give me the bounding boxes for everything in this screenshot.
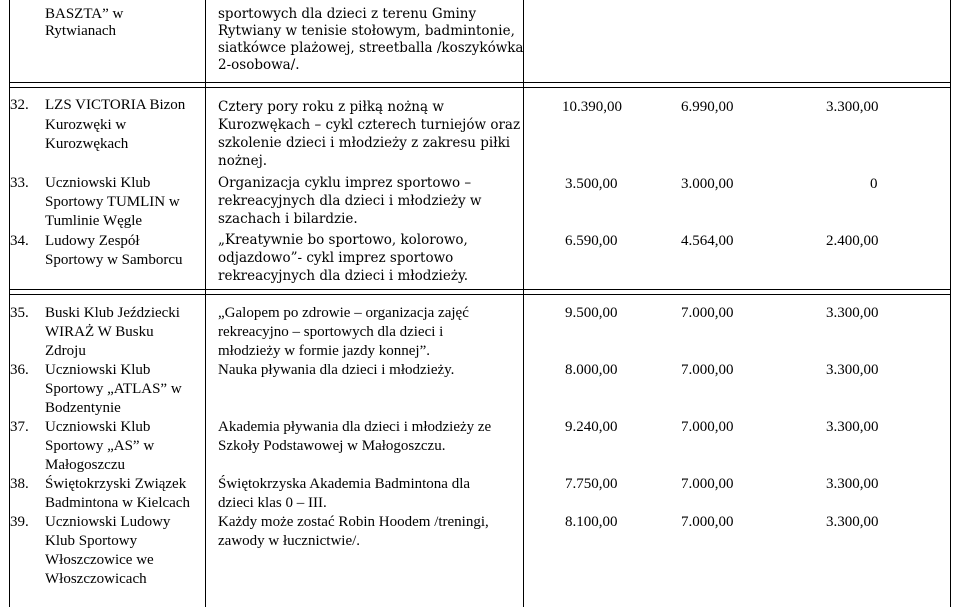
- org-line: Sportowy „ATLAS” w: [45, 381, 182, 397]
- desc-line: nożnej.: [218, 153, 268, 169]
- desc-line: zawody w łucznictwie/.: [218, 533, 361, 549]
- org-line: Klub Sportowy: [45, 533, 138, 549]
- org-line: Kurozwękach: [45, 136, 129, 152]
- org-line: Sportowy „AS” w: [45, 438, 155, 454]
- amount-total: 6.590,00: [565, 233, 618, 249]
- org-line: Sportowy w Samborcu: [45, 252, 183, 268]
- amount-granted: 3.300,00: [826, 476, 879, 492]
- row-number: 39.: [10, 514, 29, 530]
- desc-line: „Kreatywnie bo sportowo, kolorowo,: [218, 232, 468, 248]
- row-divider: [9, 87, 951, 88]
- desc-line: Szkoły Podstawowej w Małogoszczu.: [218, 438, 446, 454]
- org-line: Świętokrzyski Związek: [45, 476, 187, 492]
- amount-granted: 3.300,00: [826, 99, 879, 115]
- org-line: Sportowy TUMLIN w: [45, 194, 180, 210]
- amount-requested: 3.000,00: [681, 176, 734, 192]
- row-divider: [9, 294, 951, 295]
- org-line: Uczniowski Klub: [45, 362, 151, 378]
- amount-requested: 4.564,00: [681, 233, 734, 249]
- column-divider-desc: [523, 0, 524, 607]
- desc-line: Organizacja cyklu imprez sportowo –: [218, 175, 472, 191]
- org-line: Małogoszczu: [45, 457, 125, 473]
- org-line: Buski Klub Jeździecki: [45, 305, 180, 321]
- row-number: 34.: [10, 233, 29, 249]
- amount-requested: 7.000,00: [681, 476, 734, 492]
- desc-line: dzieci klas 0 – III.: [218, 495, 327, 511]
- desc-line: 2-osobowa/.: [218, 57, 300, 73]
- amount-requested: 6.990,00: [681, 99, 734, 115]
- org-line: Zdroju: [45, 343, 86, 359]
- org-line: Uczniowski Ludowy: [45, 514, 171, 530]
- row-divider: [9, 82, 951, 83]
- amount-granted: 2.400,00: [826, 233, 879, 249]
- org-line: Uczniowski Klub: [45, 419, 151, 435]
- desc-line: Akademia pływania dla dzieci i młodzieży ze: [218, 419, 492, 435]
- org-line: Tumlinie Węgle: [45, 213, 143, 229]
- desc-line: „Galopem po zdrowie – organizacja zajęć: [218, 305, 469, 321]
- amount-granted: 3.300,00: [826, 362, 879, 378]
- amount-total: 9.240,00: [565, 419, 618, 435]
- amount-total: 7.750,00: [565, 476, 618, 492]
- desc-line: sportowych dla dzieci z terenu Gminy: [218, 6, 477, 22]
- org-line: Włoszczowice we: [45, 552, 154, 568]
- desc-line: odjazdowo”- cykl imprez sportowo: [218, 250, 454, 266]
- org-line: Ludowy Zespół: [45, 233, 140, 249]
- org-line: LZS VICTORIA Bizon: [45, 97, 186, 113]
- desc-line: Cztery pory roku z piłką nożną w: [218, 99, 444, 115]
- desc-line: rekreacyjnych dla dzieci i młodzieży.: [218, 268, 469, 284]
- amount-requested: 7.000,00: [681, 305, 734, 321]
- table-border-right: [950, 0, 951, 607]
- amount-total: 3.500,00: [565, 176, 618, 192]
- desc-line: Świętokrzyska Akademia Badmintona dla: [218, 476, 471, 492]
- org-line: Badmintona w Kielcach: [45, 495, 190, 511]
- amount-granted: 3.300,00: [826, 514, 879, 530]
- desc-line: rekreacyjno – sportowych dla dzieci i: [218, 324, 444, 340]
- org-line: Rytwianach: [45, 23, 117, 39]
- amount-granted: 0: [870, 176, 878, 192]
- amount-total: 9.500,00: [565, 305, 618, 321]
- amount-total: 8.100,00: [565, 514, 618, 530]
- row-divider: [9, 289, 951, 290]
- row-number: 36.: [10, 362, 29, 378]
- column-divider-org: [205, 0, 206, 607]
- amount-granted: 3.300,00: [826, 305, 879, 321]
- desc-line: Rytwiany w tenisie stołowym, badmintonie,: [218, 23, 515, 39]
- row-number: 33.: [10, 175, 29, 191]
- desc-line: Kurozwękach – cykl czterech turniejów oraz: [218, 117, 521, 133]
- desc-line: Nauka pływania dla dzieci i młodzieży.: [218, 362, 455, 378]
- amount-requested: 7.000,00: [681, 514, 734, 530]
- desc-line: Każdy może zostać Robin Hoodem /treningi,: [218, 514, 489, 530]
- amount-granted: 3.300,00: [826, 419, 879, 435]
- desc-line: siatkówce plażowej, streetballa /koszykówka: [218, 40, 524, 56]
- amount-total: 10.390,00: [562, 99, 622, 115]
- desc-line: szkolenie dzieci i młodzieży z zakresu piłki: [218, 135, 511, 151]
- org-line: Uczniowski Klub: [45, 175, 151, 191]
- org-line: WIRAŻ W Busku: [45, 324, 154, 340]
- org-line: BASZTA” w: [45, 6, 124, 22]
- row-number: 32.: [10, 97, 29, 113]
- org-line: Włoszczowicach: [45, 571, 147, 587]
- org-line: Bodzentynie: [45, 400, 121, 416]
- row-number: 38.: [10, 476, 29, 492]
- amount-requested: 7.000,00: [681, 419, 734, 435]
- desc-line: szachach i bilardzie.: [218, 211, 358, 227]
- row-number: 37.: [10, 419, 29, 435]
- desc-line: rekreacyjnych dla dzieci i młodzieży w: [218, 193, 482, 209]
- amount-total: 8.000,00: [565, 362, 618, 378]
- row-number: 35.: [10, 305, 29, 321]
- amount-requested: 7.000,00: [681, 362, 734, 378]
- org-line: Kurozwęki w: [45, 117, 127, 133]
- desc-line: młodzieży w formie jazdy konnej”.: [218, 343, 431, 359]
